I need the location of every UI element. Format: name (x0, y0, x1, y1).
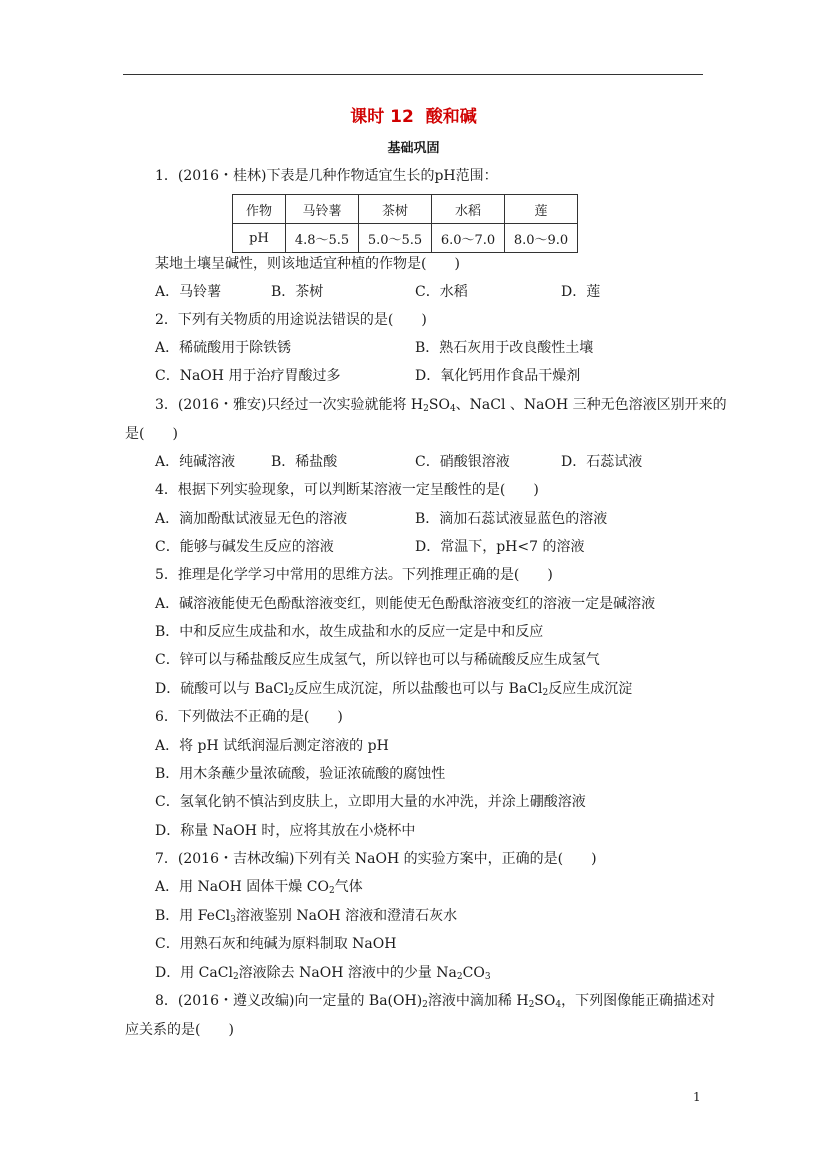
table-cell: 5.0～5.5 (359, 224, 432, 253)
q4-option-d: D．常温下，pH<7 的溶液 (415, 539, 585, 555)
q7-option-c: C．用熟石灰和纯碱为原料制取 NaOH (155, 936, 397, 952)
q2-option-a: A．稀硫酸用于除铁锈 (155, 340, 292, 356)
q4-option-b: B．滴加石蕊试液显蓝色的溶液 (415, 511, 608, 527)
q3-option-c: C．硝酸银溶液 (415, 454, 510, 470)
q3-option-d: D．石蕊试液 (561, 454, 643, 470)
q5-option-d: D．硫酸可以与 BaCl$_2$反应生成沉淀，所以盐酸也可以与 BaCl$_2$反应生成沉淀 (155, 681, 633, 698)
q6-option-c: C．氢氧化钠不慎沾到皮肤上，立即用大量的水冲洗，并涂上硼酸溶液 (155, 794, 586, 810)
table-row (233, 224, 578, 253)
page-number: 1 (693, 1090, 701, 1104)
q2-stem: 2．下列有关物质的用途说法错误的是( ) (155, 312, 427, 328)
table-cell: 4.8～5.5 (286, 224, 359, 253)
q7-option-b: B．用 FeCl$_3$溶液鉴别 NaOH 溶液和澄清石灰水 (155, 908, 458, 925)
q8-stem-cont: 应关系的是( ) (125, 1022, 234, 1038)
q1-option-a: A．马铃薯 (155, 284, 222, 300)
header-rule (123, 74, 703, 75)
q4-option-a: A．滴加酚酞试液显无色的溶液 (155, 511, 348, 527)
ph-table (232, 194, 578, 253)
table-cell: 茶树 (359, 195, 432, 224)
q7-option-a: A．用 NaOH 固体干燥 $CO_2$气体 (155, 879, 363, 896)
q1-option-d: D．莲 (561, 284, 601, 300)
q3-option-b: B．稀盐酸 (271, 454, 338, 470)
q6-option-a: A．将 pH 试纸润湿后测定溶液的 pH (155, 738, 389, 754)
q3-stem-cont: 是( ) (125, 426, 178, 442)
table-cell: pH (233, 224, 286, 253)
q3-option-a: A．纯碱溶液 (155, 454, 236, 470)
q6-stem: 6．下列做法不正确的是( ) (155, 709, 343, 725)
q3-stem: 3．(2016・雅安)只经过一次实验就能将 $H_2SO_4$、NaCl 、NaOH 三种无色溶液区别开来的 (155, 397, 727, 414)
title-lesson: 课时 12 (350, 107, 414, 127)
table-row (233, 195, 578, 224)
q7-option-d: D．用 CaCl$_2$溶液除去 NaOH 溶液中的少量 $Na_2CO_3$ (155, 965, 491, 982)
q4-stem: 4．根据下列实验现象，可以判断某溶液一定呈酸性的是( ) (155, 482, 539, 498)
q8-stem: 8．(2016・遵义改编)向一定量的 $Ba(OH)_2$溶液中滴加稀 $H_2SO_4$，下列图像能正确描述对 (155, 993, 716, 1010)
title-topic: 酸和碱 (425, 107, 477, 127)
table-cell: 6.0～7.0 (432, 224, 505, 253)
q7-stem: 7．(2016・吉林改编)下列有关 NaOH 的实验方案中，正确的是( ) (155, 851, 597, 867)
table-cell: 莲 (505, 195, 578, 224)
section-subtitle: 基础巩固 (387, 141, 440, 156)
q5-option-b: B．中和反应生成盐和水，故生成盐和水的反应一定是中和反应 (155, 624, 544, 640)
page-title (0, 102, 827, 127)
table-cell: 马铃薯 (286, 195, 359, 224)
q6-option-b: B．用木条蘸少量浓硫酸，验证浓硫酸的腐蚀性 (155, 766, 446, 782)
q6-option-d: D．称量 NaOH 时，应将其放在小烧杯中 (155, 823, 416, 839)
q2-option-b: B．熟石灰用于改良酸性土壤 (415, 340, 594, 356)
table-cell: 水稻 (432, 195, 505, 224)
q5-option-a: A．碱溶液能使无色酚酞溶液变红，则能使无色酚酞溶液变红的溶液一定是碱溶液 (155, 596, 656, 612)
table-cell: 作物 (233, 195, 286, 224)
q1-question: 某地土壤呈碱性，则该地适宜种植的作物是( ) (155, 256, 460, 272)
q4-option-c: C．能够与碱发生反应的溶液 (155, 539, 334, 555)
q1-option-c: C．水稻 (415, 284, 468, 300)
q5-option-c: C．锌可以与稀盐酸反应生成氢气，所以锌也可以与稀硫酸反应生成氢气 (155, 652, 600, 668)
q1-stem: 1．(2016・桂林)下表是几种作物适宜生长的pH范围： (155, 168, 498, 184)
table-cell: 8.0～9.0 (505, 224, 578, 253)
q5-stem: 5．推理是化学学习中常用的思维方法。下列推理正确的是( ) (155, 567, 553, 583)
q2-option-c: C．NaOH 用于治疗胃酸过多 (155, 368, 341, 384)
q2-option-d: D．氧化钙用作食品干燥剂 (415, 368, 581, 384)
q1-option-b: B．茶树 (271, 284, 324, 300)
